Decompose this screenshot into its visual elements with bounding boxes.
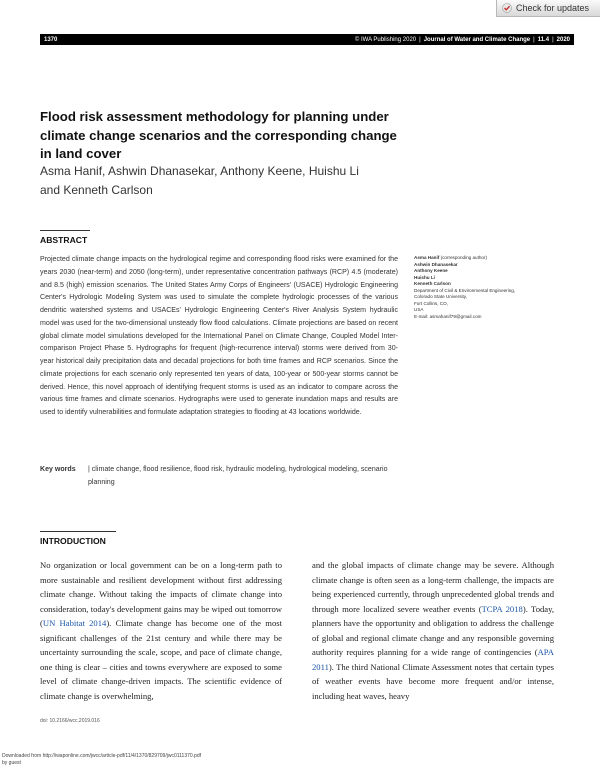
keywords (40, 464, 398, 489)
intro-text: ). The third National Climate Assessment notes that certain types of weather events have become more frequent and/or intense, including heat waves, heavy (312, 661, 554, 701)
abstract-heading: ABSTRACT (40, 235, 88, 245)
author-affiliation (414, 255, 564, 320)
intro-text: and the global impacts of climate change may be severe. Although climate change is often seen as a long-term challenge, the impacts are being experienced currently, through unprecedented global trends and through more localized severe weather events ( (312, 560, 554, 614)
aff-email[interactable]: E-mail: asmahanif79@gmail.com (414, 313, 482, 319)
intro-text: No organization or local government can be on a long-term path to more sustainable and resilient development without first addressing climate change. Without taking the impacts of climate change into consideration, today's development gains may be wiped out tomorrow ( (40, 560, 282, 629)
journal-volume: 11.4 (537, 36, 550, 43)
download-line-1: Downloaded from http://iwaponline.com/jwcc/article-pdf/11/4/1370/829709/jwc0111370.pdf (2, 753, 202, 759)
author-list (40, 162, 400, 200)
journal-name: Journal of Water and Climate Change (423, 36, 531, 43)
download-line-2: by guest (2, 759, 21, 766)
download-note (2, 753, 201, 766)
crossmark-icon (502, 3, 512, 13)
doi-text: doi: 10.2166/wcc.2019.016 (40, 718, 100, 724)
separator: | (552, 36, 554, 43)
separator: | (419, 36, 421, 43)
journal-header-bar (40, 34, 574, 45)
abstract-rule (40, 230, 90, 231)
aff-author-4: Huishu Li (414, 274, 435, 280)
introduction-rule (40, 531, 116, 532)
aff-department: Department of Civil & Environmental Engineering, (414, 287, 516, 293)
aff-author-2: Ashwin Dhanasekar (414, 261, 458, 267)
check-for-updates-label: Check for updates (516, 3, 590, 13)
abstract-text: Projected climate change impacts on the hydrological regime and corresponding flood risks were examined for the years 2030 (near-term) and 2050 (long-term), under representative concentration pathways (RCP) 4.5 (moderate) and 8.5 (high) emission scenarios. The United States Army Corps of Engineers' (USACE) Hydrologic Engineering Center's Hydrologic Modeling System was used to simulate the complete hydrologic processes of the various dendritic watershed systems and USACEs' Hydrologic Engineering Center's River Analysis System hydraulic model was used for the two-dimensional unsteady flow flood calculations. Climate projections are based on recent global climate model simulations developed for the International Panel on Climate Change, Coupled Model Inter-comparison Project Phase 5. Hydrographs for frequent (high-recurrence interval) storms were derived from 30-year historical daily precipitation data and decadal projections for both time frames and RCP scenarios. Since the climate projections for each scenario only represented ten years of data, 100-year or 500-year storms cannot be derived. Hence, this novel approach of identifying frequent storms is used as an indicator to compare across the various time frames and climate scenarios. Hydrographs were used to generate inundation maps and results are used to identify vulnerabilities and formulate adaptation strategies to flooding at 43 locations worldwide. (40, 256, 398, 416)
author-line-2: and Kenneth Carlson (40, 183, 153, 197)
keywords-label: Key words (40, 466, 76, 473)
keywords-text: | climate change, flood resilience, flood risk, hydraulic modeling, hydrological modeling, scenario planning (88, 466, 388, 486)
aff-university: Colorado State University, (414, 294, 468, 299)
introduction-heading: INTRODUCTION (40, 536, 106, 546)
citation-link[interactable]: UN Habitat 2014 (42, 618, 107, 629)
check-for-updates-button[interactable] (496, 0, 600, 17)
separator: | (533, 36, 535, 43)
page-number: 1370 (44, 36, 58, 43)
corresponding-note: (corresponding author) (440, 255, 488, 260)
citation-link[interactable]: TCPA 2018 (481, 603, 523, 614)
article-title: Flood risk assessment methodology for planning under climate change scenarios and the corresponding change in land cover (40, 109, 397, 161)
aff-author-1: Asma Hanif (414, 255, 440, 260)
author-line-1: Asma Hanif, Ashwin Dhanasekar, Anthony Keene, Huishu Li (40, 164, 359, 178)
intro-text: ). Today, planners have the opportunity and obligation to address the challenge of global and regional climate change and any responsible governing authority requires planning for a wide range of contingencies ( (312, 603, 554, 658)
aff-author-5: Kenneth Carlson (414, 281, 451, 286)
intro-column-right (312, 558, 554, 703)
intro-column-left (40, 558, 282, 703)
citation-link[interactable]: APA 2011 (312, 647, 554, 672)
aff-author-3: Anthony Keene (414, 268, 448, 273)
publisher-text: © IWA Publishing 2020 (354, 36, 417, 43)
intro-text: ). Climate change has become one of the most significant challenges of the 21st century and while there may be uncertainty surrounding the scale, scope, and pace of climate change, one thing is clear – cities and towns everywhere are exposed to some level of climate change-driven impacts. The scientific evidence of climate change is overwhelming, (40, 618, 282, 701)
journal-year: 2020 (556, 36, 570, 43)
aff-country: USA (414, 307, 424, 312)
aff-city: Fort Collins, CO, (414, 300, 448, 306)
